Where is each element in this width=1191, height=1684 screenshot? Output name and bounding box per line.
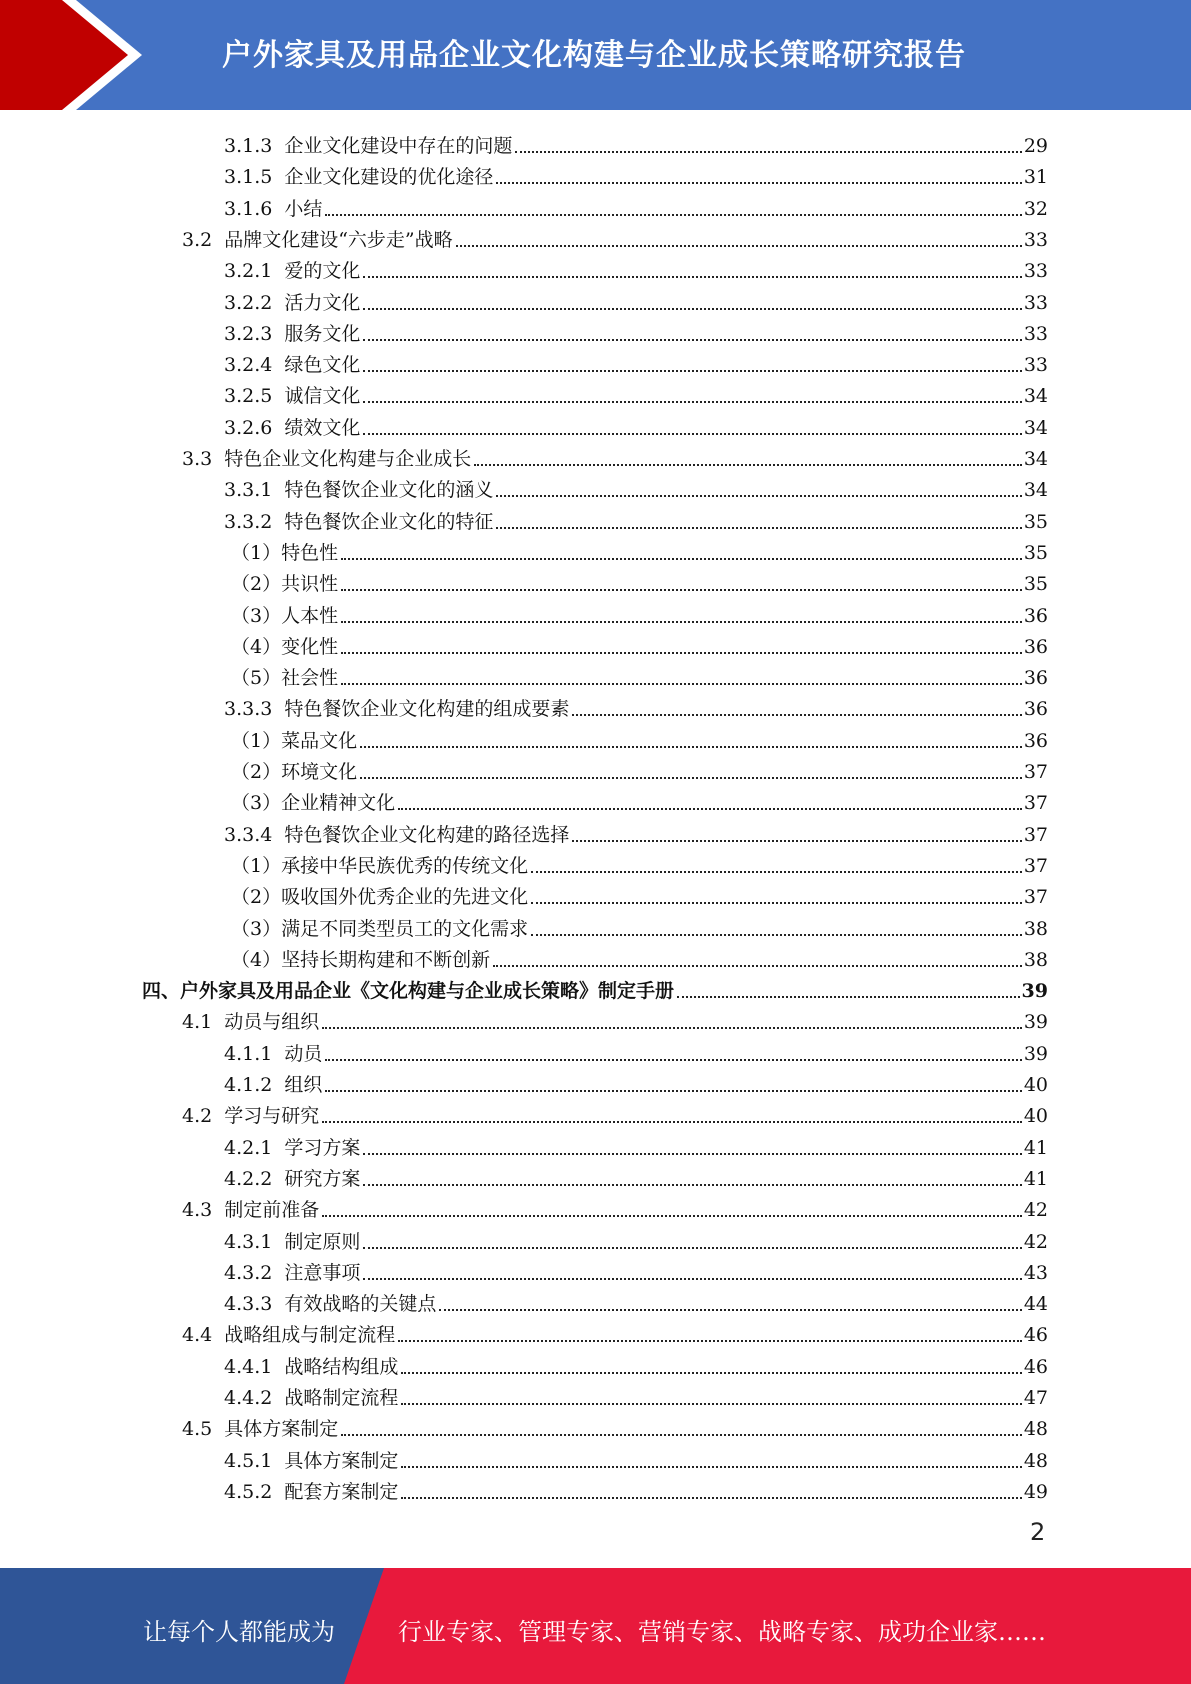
toc-entry[interactable] (224, 1036, 1048, 1067)
toc-entry-number: 4.2.2 (224, 1167, 273, 1190)
toc-entry-label: 环境文化 (281, 761, 358, 783)
toc-entry-number: 4.1.1 (224, 1042, 273, 1065)
toc-entry-page: 35 (1023, 510, 1048, 533)
toc-leader-dots (341, 589, 1022, 591)
toc-entry-label: 社会性 (281, 667, 339, 690)
toc-entry-number: 4.3.3 (224, 1293, 273, 1316)
toc-entry-label: 具体方案制定 (284, 1449, 399, 1472)
toc-entry[interactable] (182, 1411, 1048, 1442)
toc-leader-dots (572, 840, 1021, 842)
toc-entry[interactable] (142, 973, 1048, 1004)
toc-entry-number: 3.3 (182, 448, 213, 470)
toc-entry-page: 35 (1023, 573, 1048, 596)
toc-entry-page: 29 (1023, 135, 1048, 157)
toc-entry[interactable] (182, 441, 1048, 472)
toc-leader-dots (572, 714, 1021, 716)
toc-entry-label: 爱的文化 (284, 260, 361, 283)
toc-entry[interactable] (224, 1224, 1048, 1255)
toc-entry-label: 承接中华民族优秀的传统文化 (281, 854, 529, 877)
footer-slogan-left: 让每个人都能成为 (143, 1618, 335, 1646)
toc-leader-dots (531, 902, 1022, 904)
header-arrow-decoration (0, 0, 160, 110)
toc-entry[interactable] (224, 253, 1048, 284)
toc-leader-dots (322, 1215, 1022, 1217)
toc-entry-page: 39 (1023, 1011, 1048, 1034)
toc-leader-dots (325, 214, 1021, 216)
toc-entry-label: 动员 (284, 1042, 323, 1065)
toc-leader-dots (531, 934, 1022, 936)
toc-entry-number: 4.2.1 (224, 1136, 273, 1159)
toc-entry-label: 企业精神文化 (281, 792, 396, 815)
toc-entry-page: 39 (1021, 980, 1048, 1003)
toc-leader-dots (363, 308, 1021, 310)
toc-entry[interactable] (224, 1067, 1048, 1098)
toc-entry-page: 36 (1023, 635, 1048, 658)
toc-entry[interactable] (224, 817, 1048, 848)
toc-entry-label: 特色餐饮企业文化的特征 (284, 510, 494, 533)
toc-entry[interactable] (224, 1255, 1048, 1286)
toc-entry[interactable] (224, 691, 1048, 722)
toc-leader-dots (398, 808, 1022, 810)
toc-entry[interactable] (231, 629, 1048, 660)
toc-entry-page: 36 (1023, 604, 1048, 627)
toc-entry[interactable] (182, 1317, 1048, 1348)
toc-entry-page: 37 (1023, 886, 1048, 909)
toc-entry-number: （3） (231, 917, 282, 940)
toc-entry-page: 42 (1023, 1230, 1048, 1253)
toc-entry-label: 小结 (284, 197, 323, 220)
toc-entry-label: 研究方案 (284, 1167, 361, 1190)
toc-entry[interactable] (224, 410, 1048, 441)
toc-leader-dots (363, 339, 1021, 341)
toc-entry-number: 4.4.2 (224, 1387, 273, 1409)
toc-entry-page: 49 (1023, 1480, 1048, 1503)
toc-entry-label: 特色性 (281, 541, 339, 564)
toc-entry[interactable] (224, 472, 1048, 503)
toc-entry[interactable] (224, 128, 1048, 159)
toc-entry-label: 战略组成与制定流程 (224, 1324, 396, 1347)
toc-entry-label: 组织 (284, 1074, 323, 1096)
toc-entry-number: 3.1.6 (224, 197, 273, 220)
toc-entry-page: 47 (1023, 1387, 1048, 1409)
toc-entry-page: 31 (1023, 166, 1048, 189)
toc-leader-dots (439, 1309, 1021, 1311)
toc-entry-page: 38 (1023, 917, 1048, 940)
toc-entry-label: 学习方案 (284, 1136, 361, 1159)
toc-entry-number: 3.1.3 (224, 135, 273, 157)
toc-entry-number: （3） (231, 792, 282, 815)
toc-entry-number: 3.3.4 (224, 823, 273, 846)
toc-entry-page: 48 (1023, 1418, 1048, 1441)
toc-entry-label: 吸收国外优秀企业的先进文化 (281, 886, 529, 909)
toc-leader-dots (363, 1278, 1021, 1280)
toc-entry-label: 绩效文化 (284, 416, 361, 439)
toc-entry-label: 户外家具及用品企业《文化构建与企业成长策略》制定手册 (180, 980, 675, 1003)
toc-entry-number: 4.5.2 (224, 1480, 273, 1503)
toc-leader-dots (496, 527, 1021, 529)
toc-leader-dots (363, 433, 1021, 435)
toc-entry[interactable] (224, 1286, 1048, 1317)
page-number: 2 (1030, 1518, 1046, 1546)
toc-entry-label: 制定前准备 (224, 1199, 320, 1222)
toc-entry-page: 36 (1023, 667, 1048, 690)
toc-entry-label: 满足不同类型员工的文化需求 (281, 917, 529, 940)
toc-entry-page: 48 (1023, 1449, 1048, 1472)
toc-entry-number: （2） (231, 886, 282, 909)
toc-entry-number: 4.3 (182, 1199, 213, 1222)
toc-entry-number: 3.1.5 (224, 166, 273, 189)
toc-entry[interactable] (231, 879, 1048, 910)
toc-entry-label: 活力文化 (284, 291, 361, 314)
toc-entry-number: 3.3.3 (224, 698, 273, 721)
toc-entry-label: 特色餐饮企业文化的涵义 (284, 479, 494, 502)
toc-entry-page: 33 (1023, 260, 1048, 283)
toc-entry-page: 38 (1023, 948, 1048, 971)
toc-entry-number: 4.1 (182, 1011, 213, 1034)
toc-entry[interactable] (224, 504, 1048, 535)
toc-entry-number: 4.5 (182, 1418, 213, 1441)
toc-leader-dots (401, 1466, 1021, 1468)
toc-entry[interactable] (231, 598, 1048, 629)
toc-entry[interactable] (231, 911, 1048, 942)
toc-leader-dots (496, 182, 1021, 184)
toc-leader-dots (360, 777, 1022, 779)
toc-entry-number: 4.3.2 (224, 1261, 273, 1284)
toc-entry-page: 33 (1023, 322, 1048, 345)
toc-entry[interactable] (224, 378, 1048, 409)
toc-entry-page: 44 (1023, 1293, 1048, 1316)
toc-entry-page: 40 (1023, 1105, 1048, 1128)
toc-entry-label: 诚信文化 (284, 385, 361, 408)
toc-entry-number: 4.4.1 (224, 1355, 273, 1378)
toc-entry-page: 41 (1023, 1136, 1048, 1159)
toc-leader-dots (325, 1059, 1021, 1061)
toc-entry-page: 42 (1023, 1199, 1048, 1222)
toc-entry-page: 37 (1023, 823, 1048, 846)
toc-leader-dots (398, 1340, 1022, 1342)
toc-entry-page: 33 (1023, 354, 1048, 377)
toc-entry-page: 32 (1023, 197, 1048, 220)
toc-entry[interactable] (231, 566, 1048, 597)
toc-entry[interactable] (224, 1161, 1048, 1192)
toc-entry-number: （1） (231, 541, 282, 564)
toc-entry[interactable] (224, 1349, 1048, 1380)
toc-leader-dots (401, 1372, 1021, 1374)
toc-entry-label: 战略制定流程 (284, 1387, 399, 1409)
toc-entry-label: 战略结构组成 (284, 1355, 399, 1378)
toc-entry[interactable] (231, 754, 1048, 785)
toc-entry-page: 36 (1023, 698, 1048, 721)
toc-entry[interactable] (224, 1443, 1048, 1474)
toc-entry-label: 人本性 (281, 604, 339, 627)
toc-entry-label: 有效战略的关键点 (284, 1293, 437, 1316)
toc-entry[interactable] (182, 1192, 1048, 1223)
toc-entry[interactable] (224, 1130, 1048, 1161)
toc-entry-label: 品牌文化建设“六步走”战略 (224, 228, 453, 251)
toc-entry-number: （4） (231, 948, 282, 971)
toc-entry[interactable] (224, 285, 1048, 316)
toc-entry-label: 菜品文化 (281, 729, 358, 752)
toc-leader-dots (341, 683, 1022, 685)
toc-leader-dots (474, 464, 1022, 466)
toc-entry-label: 企业文化建设中存在的问题 (284, 135, 513, 157)
toc-entry-label: 具体方案制定 (224, 1418, 339, 1441)
toc-entry-page: 37 (1023, 792, 1048, 815)
toc-entry-number: 四、 (142, 980, 181, 1003)
toc-entry[interactable] (182, 1004, 1048, 1035)
toc-entry-page: 34 (1023, 416, 1048, 439)
toc-entry-number: 4.1.2 (224, 1074, 273, 1096)
toc-entry-number: （2） (231, 761, 282, 783)
toc-leader-dots (401, 1497, 1021, 1499)
toc-leader-dots (363, 276, 1021, 278)
toc-leader-dots (363, 370, 1021, 372)
toc-leader-dots (360, 746, 1022, 748)
toc-leader-dots (515, 151, 1021, 153)
toc-entry-number: （3） (231, 604, 282, 627)
toc-entry-number: 3.2.1 (224, 260, 273, 283)
toc-entry-page: 46 (1023, 1324, 1048, 1347)
toc-entry-number: 3.2.5 (224, 385, 273, 408)
toc-entry-number: 3.3.2 (224, 510, 273, 533)
toc-entry-number: （1） (231, 729, 282, 752)
toc-leader-dots (341, 1434, 1022, 1436)
toc-entry-page: 40 (1023, 1074, 1048, 1096)
toc-leader-dots (496, 495, 1021, 497)
toc-entry-number: 3.3.1 (224, 479, 273, 502)
toc-entry-number: （1） (231, 854, 282, 877)
toc-entry-label: 学习与研究 (224, 1105, 320, 1128)
toc-entry-label: 绿色文化 (284, 354, 361, 377)
toc-entry-label: 配套方案制定 (284, 1480, 399, 1503)
toc-entry-page: 34 (1023, 448, 1048, 470)
toc-entry-label: 特色餐饮企业文化构建的组成要素 (284, 698, 570, 721)
toc-entry[interactable] (231, 535, 1048, 566)
toc-entry-label: 变化性 (281, 635, 339, 658)
toc-entry-label: 特色企业文化构建与企业成长 (224, 448, 472, 470)
toc-entry-number: 4.2 (182, 1105, 213, 1128)
toc-entry-page: 37 (1023, 854, 1048, 877)
toc-leader-dots (493, 965, 1022, 967)
toc-entry-label: 制定原则 (284, 1230, 361, 1253)
footer-slogan-right: 行业专家、管理专家、营销专家、战略专家、成功企业家…… (398, 1618, 1046, 1646)
toc-entry-page: 33 (1023, 291, 1048, 314)
toc-entry-number: 3.2 (182, 228, 213, 251)
toc-entry-number: （4） (231, 635, 282, 658)
toc-entry-page: 34 (1023, 479, 1048, 502)
toc-leader-dots (341, 558, 1022, 560)
toc-leader-dots (677, 996, 1020, 998)
toc-leader-dots (401, 1403, 1021, 1405)
toc-entry-page: 35 (1023, 541, 1048, 564)
toc-leader-dots (531, 871, 1022, 873)
toc-entry-number: （2） (231, 573, 282, 596)
toc-entry-label: 服务文化 (284, 322, 361, 345)
toc-entry[interactable] (231, 723, 1048, 754)
toc-entry[interactable] (182, 1098, 1048, 1129)
toc-entry-label: 共识性 (281, 573, 339, 596)
toc-leader-dots (325, 1090, 1021, 1092)
toc-entry-label: 注意事项 (284, 1261, 361, 1284)
toc-entry-page: 37 (1023, 761, 1048, 783)
toc-entry[interactable] (231, 942, 1048, 973)
toc-entry-number: 4.3.1 (224, 1230, 273, 1253)
toc-entry-page: 43 (1023, 1261, 1048, 1284)
toc-leader-dots (456, 245, 1022, 247)
toc-leader-dots (322, 1027, 1022, 1029)
toc-entry[interactable] (224, 1380, 1048, 1411)
toc-entry-page: 46 (1023, 1355, 1048, 1378)
toc-entry[interactable] (231, 660, 1048, 691)
toc-entry-page: 33 (1023, 228, 1048, 251)
toc-entry-page: 39 (1023, 1042, 1048, 1065)
toc-leader-dots (363, 401, 1021, 403)
toc-entry[interactable] (224, 347, 1048, 378)
toc-entry[interactable] (224, 159, 1048, 190)
page-footer (0, 1568, 1191, 1684)
toc-leader-dots (363, 1153, 1021, 1155)
toc-entry-number: 4.5.1 (224, 1449, 273, 1472)
toc-entry-number: 3.2.4 (224, 354, 273, 377)
toc-leader-dots (341, 621, 1022, 623)
toc-entry-number: 4.4 (182, 1324, 213, 1347)
toc-leader-dots (341, 652, 1022, 654)
toc-entry-label: 坚持长期构建和不断创新 (281, 948, 491, 971)
toc-entry-number: 3.2.6 (224, 416, 273, 439)
toc-leader-dots (322, 1121, 1022, 1123)
toc-entry-number: （5） (231, 667, 282, 690)
toc-entry-number: 3.2.3 (224, 322, 273, 345)
toc-leader-dots (363, 1184, 1021, 1186)
toc-entry[interactable] (224, 191, 1048, 222)
toc-entry-label: 动员与组织 (224, 1011, 320, 1034)
toc-entry[interactable] (224, 316, 1048, 347)
toc-entry[interactable] (231, 848, 1048, 879)
toc-entry[interactable] (231, 785, 1048, 816)
document-title: 户外家具及用品企业文化构建与企业成长策略研究报告 (222, 38, 966, 73)
toc-entry-label: 企业文化建设的优化途径 (284, 166, 494, 189)
toc-entry[interactable] (182, 222, 1048, 253)
toc-entry-page: 36 (1023, 729, 1048, 752)
toc-entry-page: 41 (1023, 1167, 1048, 1190)
page-header (0, 0, 1191, 110)
toc-leader-dots (363, 1247, 1021, 1249)
toc-entry-page: 34 (1023, 385, 1048, 408)
toc-entry-number: 3.2.2 (224, 291, 273, 314)
toc-entry[interactable] (224, 1474, 1048, 1505)
toc-entry-label: 特色餐饮企业文化构建的路径选择 (284, 823, 570, 846)
